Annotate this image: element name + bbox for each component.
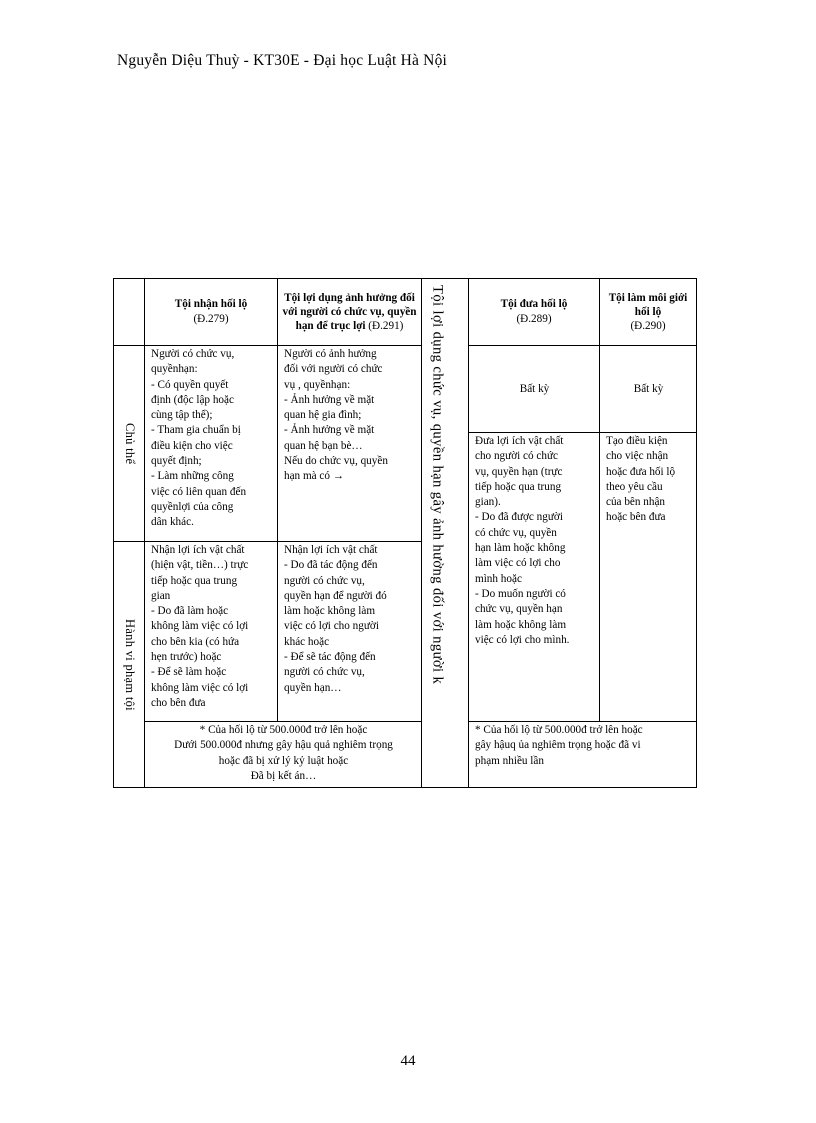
text-line: cùng tập thể); xyxy=(151,409,213,422)
text-line: - Do muốn người có xyxy=(475,587,566,600)
text-line: Nhận lợi ích vật chất xyxy=(151,544,245,556)
text-line: Dưới 500.000đ nhưng gây hậu quả nghiêm trọng xyxy=(174,739,393,752)
row-label-subject-text: Chủ thể xyxy=(123,423,138,465)
act-col5 xyxy=(599,432,697,722)
text-line: phạm nhiều lần xyxy=(475,754,544,767)
subject-col4-text: Bất kỳ xyxy=(519,382,550,395)
text-line: hoặc bên đưa xyxy=(606,511,666,524)
header-col5-sub: (Đ.290) xyxy=(630,320,666,332)
text-line: tiếp hoặc qua trung xyxy=(151,574,238,587)
page-number: 44 xyxy=(400,1053,416,1069)
text-line: tiếp hoặc qua trung xyxy=(475,480,562,493)
text-line: hạn mà có → xyxy=(284,470,344,483)
text-line: không làm việc có lợi xyxy=(151,620,249,633)
text-line: - Do đã được người xyxy=(475,511,563,524)
text-line: - Ảnh hưởng về mặt xyxy=(284,424,375,437)
text-line: - Có quyền quyết xyxy=(151,378,229,391)
text-line: - Làm những công xyxy=(151,470,234,483)
comparison-table xyxy=(113,278,697,788)
text-line: Nếu do chức vụ, quyền xyxy=(284,455,388,468)
text-line: việc có liên quan đến xyxy=(151,485,247,498)
header-col4-title: Tội đưa hối lộ xyxy=(500,297,568,310)
text-line: (hiện vật, tiền…) trực xyxy=(151,559,249,572)
text-line: quyết định; xyxy=(151,455,202,468)
text-line: mình hoặc xyxy=(475,572,522,585)
header-col5-title: Tội làm môi giới hối lộ xyxy=(608,292,688,318)
text-line: theo yêu cầu xyxy=(606,480,663,493)
text-line: - Ảnh hưởng về mặt xyxy=(284,393,375,406)
text-line: gian xyxy=(151,589,171,602)
row-label-act xyxy=(113,541,145,788)
row-label-subject xyxy=(113,345,145,542)
header-col1 xyxy=(144,278,278,346)
text-line: cho bên kia (có hứa xyxy=(151,635,240,648)
text-line: hẹn trước) hoặc xyxy=(151,651,222,664)
text-line: quyền hạn để người đó xyxy=(284,589,387,602)
header-col1-sub: (Đ.279) xyxy=(193,313,229,325)
text-line: cho bên đưa xyxy=(151,696,206,709)
header-col4-sub: (Đ.289) xyxy=(516,313,552,325)
act-col4 xyxy=(468,432,600,722)
row-label-act-text: Hành vi phạm tội xyxy=(123,619,138,711)
text-line: gây hậuq ủa nghiêm trọng hoặc đã vi xyxy=(475,739,641,752)
text-line: người có chức vụ, xyxy=(284,666,365,679)
subject-col2 xyxy=(277,345,422,542)
text-line: đối với người có chức xyxy=(284,363,383,376)
text-line: * Của hối lộ từ 500.000đ trở lên hoặc xyxy=(475,724,643,736)
notes-left xyxy=(144,721,422,788)
text-line: Người có chức vụ, xyxy=(151,348,235,360)
text-line: - Do đã làm hoặc xyxy=(151,605,229,618)
act-col1 xyxy=(144,541,278,722)
header-col2 xyxy=(277,278,422,346)
text-line: của bên nhận xyxy=(606,496,666,509)
text-line: gian). xyxy=(475,496,501,509)
document-header: Nguyễn Diệu Thuỳ - KT30E - Đại học Luật Hà Nội xyxy=(117,52,448,69)
corner-cell xyxy=(113,278,145,346)
header-col4 xyxy=(468,278,600,346)
text-line: cho việc nhận xyxy=(606,450,669,463)
text-line: hạn làm hoặc không xyxy=(475,542,566,555)
text-line: làm việc có lợi cho xyxy=(475,557,561,570)
text-line: quyềnlợi của công xyxy=(151,500,234,513)
text-line: Tạo điều kiện xyxy=(606,435,668,447)
text-line: - Do đã tác động đến xyxy=(284,559,378,572)
act-col2 xyxy=(277,541,422,722)
text-line: vụ, quyền hạn (trực xyxy=(475,465,563,478)
text-line: định (độc lập hoặc xyxy=(151,393,234,406)
text-line: quyềnhạn: xyxy=(151,363,198,376)
text-line: quan hệ bạn bè… xyxy=(284,439,363,452)
text-line: hoặc đã bị xử lý kỷ luật hoặc xyxy=(218,754,349,767)
text-line: quan hệ gia đình; xyxy=(284,409,362,422)
header-col1-title: Tội nhận hối lộ xyxy=(174,297,248,310)
text-line: khác hoặc xyxy=(284,635,330,648)
text-line: làm hoặc không làm xyxy=(284,605,376,618)
subject-col5 xyxy=(599,345,697,433)
middle-column-text: Tội lợi dụng chức vụ, quyền hạn gây ảnh hưởng đối với người k xyxy=(429,285,446,685)
text-line: - Tham gia chuẩn bị xyxy=(151,424,241,437)
text-line: việc có lợi cho người xyxy=(284,620,379,633)
header-col2-title: Tội lợi dụng ảnh hưởng đối với người có chức vụ, quyền hạn để trục lợi xyxy=(282,292,417,332)
subject-col4 xyxy=(468,345,600,433)
middle-column xyxy=(421,278,469,788)
text-line: vụ , quyềnhạn: xyxy=(284,378,351,391)
text-line: làm hoặc không làm xyxy=(475,618,567,631)
header-col5 xyxy=(599,278,697,346)
text-line: chức vụ, quyền hạn xyxy=(475,603,563,616)
text-line: * Của hối lộ từ 500.000đ trở lên hoặc xyxy=(199,724,368,736)
subject-col1 xyxy=(144,345,278,542)
text-line: Đưa lợi ích vật chất xyxy=(475,435,564,447)
text-line: Nhận lợi ích vật chất xyxy=(284,544,378,556)
notes-right xyxy=(468,721,697,788)
text-line: có chức vụ, quyền xyxy=(475,526,557,539)
text-line: - Để sẽ làm hoặc xyxy=(151,666,227,679)
text-line: không làm việc có lợi xyxy=(151,681,249,694)
text-line: quyền hạn… xyxy=(284,681,342,694)
text-line: dân khác. xyxy=(151,516,194,529)
text-line: cho người có chức xyxy=(475,450,558,463)
text-line: người có chức vụ, xyxy=(284,574,365,587)
text-line: Người có ảnh hưởng xyxy=(284,348,377,360)
text-line: Đã bị kết án… xyxy=(250,769,317,782)
text-line: hoặc đưa hối lộ xyxy=(606,465,676,478)
header-col2-sub: (Đ.291) xyxy=(368,320,404,332)
text-line: - Để sẽ tác động đến xyxy=(284,651,376,664)
text-line: việc có lợi cho mình. xyxy=(475,633,570,646)
text-line: điều kiện cho việc xyxy=(151,439,233,452)
subject-col5-text: Bất kỳ xyxy=(633,382,664,395)
